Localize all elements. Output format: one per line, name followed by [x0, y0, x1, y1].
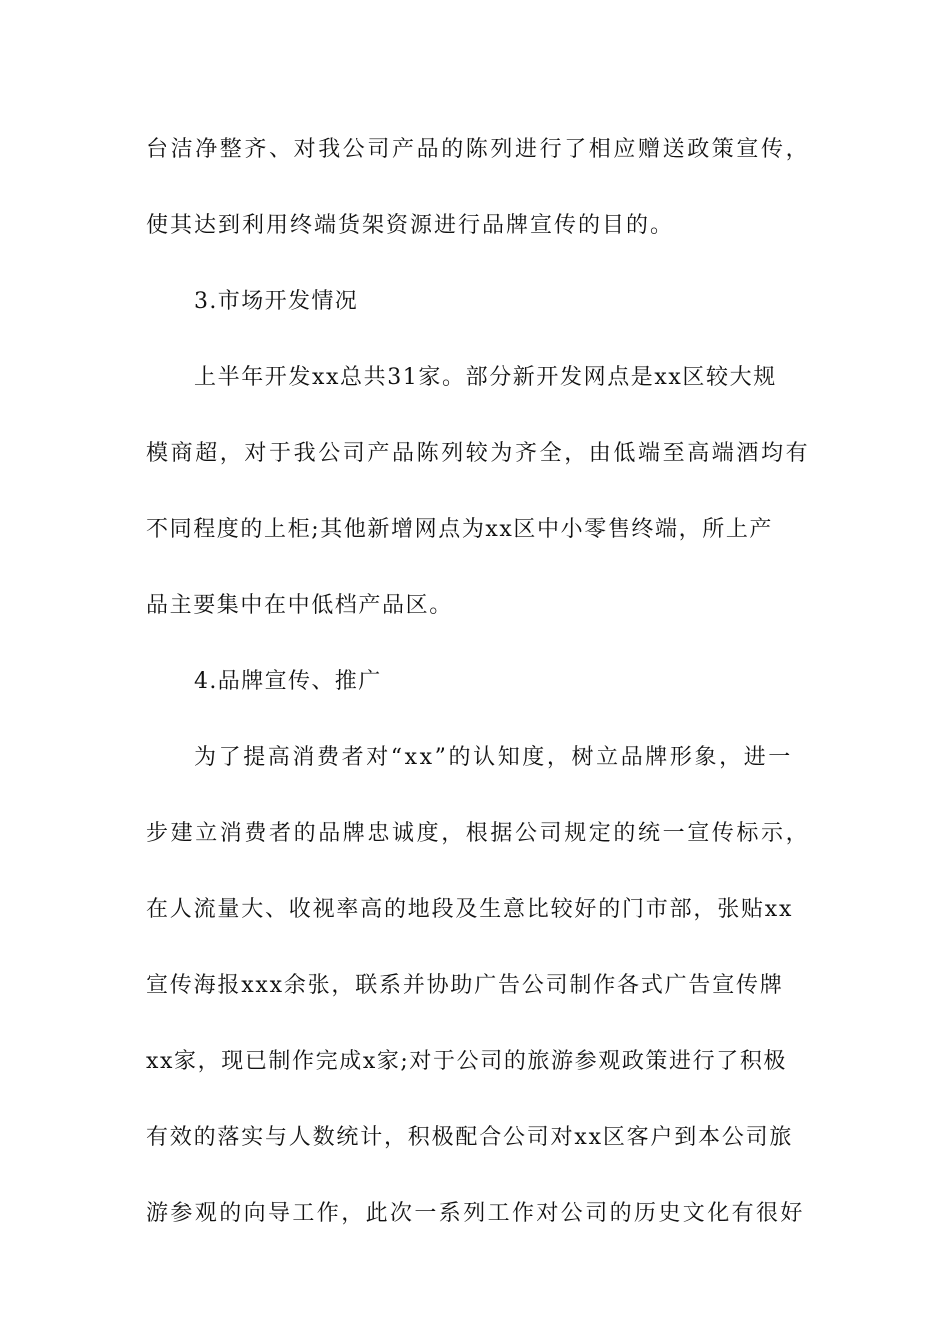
paragraph-line: 上半年开发xx总共31家。部分新开发网点是xx区较大规: [194, 365, 777, 390]
paragraph-line: 在人流量大、收视率高的地段及生意比较好的门市部，张贴xx: [146, 897, 794, 922]
paragraph-line: 台洁净整齐、对我公司产品的陈列进行了相应赠送政策宣传，: [146, 137, 811, 162]
paragraph-line: 品主要集中在中低档产品区。: [146, 593, 453, 618]
paragraph-line: 为了提高消费者对“xx”的认知度，树立品牌形象，进一: [194, 745, 793, 770]
paragraph-line: 有效的落实与人数统计，积极配合公司对xx区客户到本公司旅: [146, 1125, 794, 1150]
paragraph-line: 游参观的向导工作，此次一系列工作对公司的历史文化有很好: [146, 1201, 805, 1226]
paragraph-line: 使其达到利用终端货架资源进行品牌宣传的目的。: [146, 213, 675, 238]
section-heading-brand-promotion: 4.品牌宣传、推广: [194, 669, 382, 694]
paragraph-line: xx家，现已制作完成x家;对于公司的旅游参观政策进行了积极: [146, 1049, 788, 1074]
paragraph-line: 步建立消费者的品牌忠诚度，根据公司规定的统一宣传标示，: [146, 821, 811, 846]
section-heading-market-development: 3.市场开发情况: [194, 289, 359, 314]
paragraph-line: 模商超，对于我公司产品陈列较为齐全，由低端至高端酒均有: [146, 441, 811, 466]
paragraph-line: 宣传海报xxx余张，联系并协助广告公司制作各式广告宣传牌: [146, 973, 784, 998]
paragraph-line: 不同程度的上柜;其他新增网点为xx区中小零售终端，所上产: [146, 517, 774, 542]
